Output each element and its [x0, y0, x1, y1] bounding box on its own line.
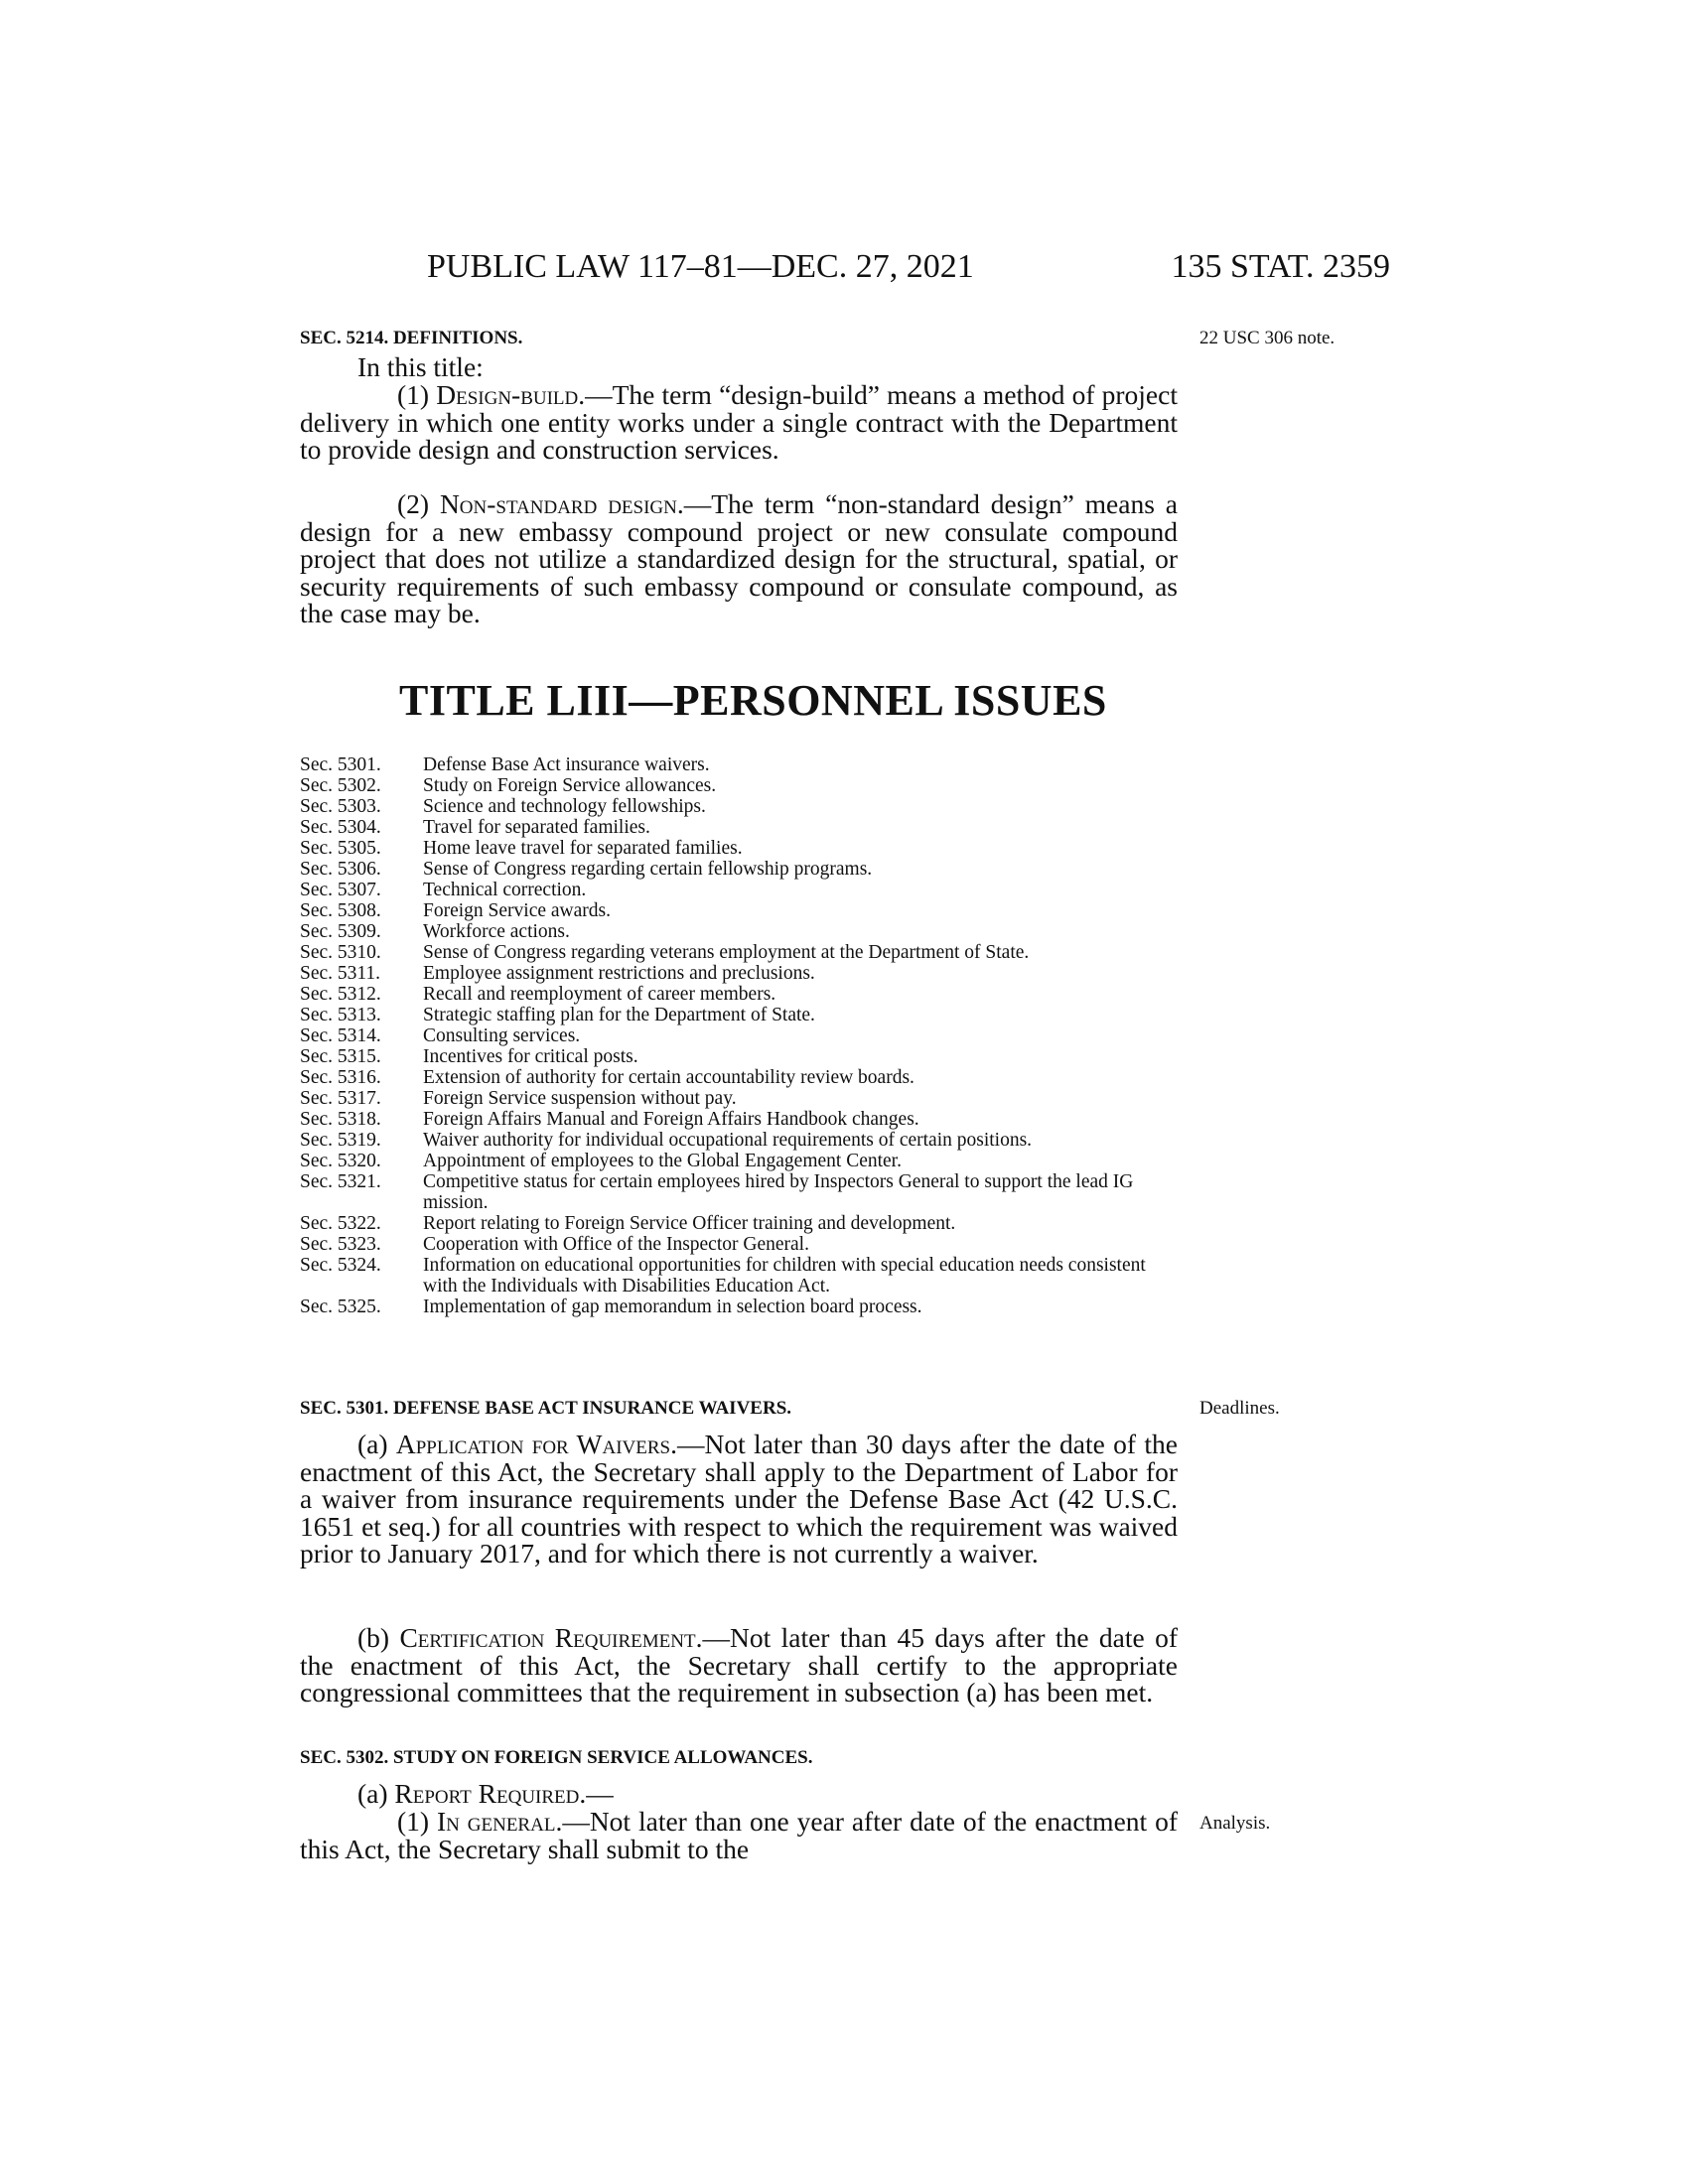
- definitions-intro: In this title:: [357, 351, 484, 382]
- toc-entry-title: Workforce actions.: [423, 921, 570, 942]
- definition-number: (2): [397, 488, 440, 519]
- toc-entry-title: Consulting services.: [423, 1025, 581, 1046]
- margin-note-deadlines: Deadlines.: [1199, 1398, 1280, 1419]
- toc-entry-number: Sec. 5318.: [300, 1109, 381, 1130]
- toc-entry-title: Information on educational opportunities for children with special education needs consistent with the Individuals with Disabilities Education Act.: [423, 1255, 1146, 1297]
- toc-entry: [300, 1151, 1178, 1171]
- toc-entry: [300, 963, 1178, 984]
- subsection-text: .—Not later than 45 days after the date of the enactment of this Act, the Secretary shall certify to the appropriate congressional committees that the requirement in subsection (a) has been met.: [300, 1622, 1178, 1707]
- statute-page-number: 135 STAT. 2359: [1171, 248, 1390, 285]
- toc-entry: [300, 1067, 1178, 1088]
- toc-entry-title: Sense of Congress regarding certain fellowship programs.: [423, 859, 873, 880]
- toc-entry: [300, 838, 1178, 859]
- definition-term: Non-standard design: [439, 488, 677, 519]
- toc-entry: [300, 1234, 1178, 1255]
- toc-entry: [300, 1088, 1178, 1109]
- toc-entry-title: Cooperation with Office of the Inspector General.: [423, 1234, 809, 1255]
- toc-entry-title: Implementation of gap memorandum in selection board process.: [423, 1297, 922, 1317]
- toc-entry-number: Sec. 5314.: [300, 1025, 381, 1046]
- definition-non-standard-design: [300, 490, 1178, 627]
- toc-entry: [300, 1025, 1178, 1046]
- toc-entry-number: Sec. 5311.: [300, 963, 381, 984]
- toc-entry-title: Report relating to Foreign Service Officer training and development.: [423, 1213, 956, 1234]
- toc-entry-number: Sec. 5312.: [300, 984, 381, 1005]
- toc-entry-number: Sec. 5301.: [300, 754, 381, 775]
- toc-entry: [300, 1297, 1178, 1317]
- toc-entry: [300, 984, 1178, 1005]
- toc-entry-number: Sec. 5319.: [300, 1130, 381, 1151]
- toc-entry: [300, 942, 1178, 963]
- toc-entry-title: Incentives for critical posts.: [423, 1046, 638, 1067]
- subsection-a-application-for-waivers: [300, 1431, 1178, 1568]
- section-heading-5214: SEC. 5214. DEFINITIONS.: [300, 328, 523, 348]
- toc-entry-number: Sec. 5303.: [300, 796, 381, 817]
- toc-entry-title: Home leave travel for separated families.: [423, 838, 743, 859]
- toc-entry-number: Sec. 5321.: [300, 1171, 381, 1192]
- toc-entry-number: Sec. 5324.: [300, 1255, 381, 1276]
- table-of-contents: [300, 754, 1178, 1317]
- toc-entry-number: Sec. 5322.: [300, 1213, 381, 1234]
- toc-entry-number: Sec. 5325.: [300, 1297, 381, 1317]
- toc-entry: [300, 1005, 1178, 1025]
- subsection-term: Report Required: [394, 1778, 580, 1809]
- subsection-b-certification-requirement: [300, 1624, 1178, 1706]
- toc-entry: [300, 1171, 1178, 1213]
- toc-entry-title: Strategic staffing plan for the Department of State.: [423, 1005, 815, 1025]
- toc-entry: [300, 880, 1178, 900]
- definition-design-build: [300, 381, 1178, 464]
- paragraph-number: (1): [397, 1806, 437, 1837]
- toc-entry: [300, 1130, 1178, 1151]
- definition-text: .—The term “non-standard design” means a design for a new embassy compound project or new consulate compound project that does not utilize a standardized design for the structural, spatial, or security requirements of such embassy compound or consulate compound, as the case may be.: [300, 488, 1178, 628]
- toc-entry-title: Waiver authority for individual occupational requirements of certain positions.: [423, 1130, 1033, 1151]
- toc-entry-number: Sec. 5310.: [300, 942, 381, 963]
- toc-entry: [300, 1046, 1178, 1067]
- toc-entry-number: Sec. 5304.: [300, 817, 381, 838]
- subsection-a-report-required: [357, 1780, 1178, 1808]
- toc-entry-title: Foreign Affairs Manual and Foreign Affairs Handbook changes.: [423, 1109, 919, 1130]
- definition-number: (1): [397, 379, 437, 410]
- toc-entry: [300, 859, 1178, 880]
- toc-entry-number: Sec. 5307.: [300, 880, 381, 900]
- subsection-number: (a): [357, 1429, 396, 1459]
- toc-entry-title: Appointment of employees to the Global Engagement Center.: [423, 1151, 902, 1171]
- margin-note-analysis: Analysis.: [1199, 1813, 1271, 1834]
- definition-term: Design-build: [436, 379, 579, 410]
- subsection-text: .—Not later than 30 days after the date of the enactment of this Act, the Secretary shall apply to the Department of Labor for a waiver from insurance requirements under the Defense Base Act (42 U.S.C. 1651 et seq.) for all countries with respect to which the requirement was waived prior to January 2017, and for which there is not currently a waiver.: [300, 1429, 1178, 1569]
- toc-entry: [300, 1213, 1178, 1234]
- toc-entry-title: Technical correction.: [423, 880, 587, 900]
- toc-entry-number: Sec. 5316.: [300, 1067, 381, 1088]
- page-header: [298, 248, 1390, 288]
- toc-entry-title: Science and technology fellowships.: [423, 796, 706, 817]
- toc-entry-title: Extension of authority for certain accountability review boards.: [423, 1067, 914, 1088]
- toc-entry-title: Travel for separated families.: [423, 817, 650, 838]
- toc-entry-number: Sec. 5313.: [300, 1005, 381, 1025]
- subsection-term: Certification Requirement: [399, 1622, 696, 1653]
- section-heading-5302: SEC. 5302. STUDY ON FOREIGN SERVICE ALLOWANCES.: [300, 1747, 813, 1768]
- toc-entry: [300, 796, 1178, 817]
- toc-entry: [300, 775, 1178, 796]
- toc-entry: [300, 1109, 1178, 1130]
- paragraph-1-in-general: [300, 1808, 1178, 1862]
- toc-entry-title: Foreign Service awards.: [423, 900, 611, 921]
- toc-entry: [300, 817, 1178, 838]
- toc-entry-title: Defense Base Act insurance waivers.: [423, 754, 710, 775]
- toc-entry-number: Sec. 5315.: [300, 1046, 381, 1067]
- toc-entry-title: Employee assignment restrictions and preclusions.: [423, 963, 815, 984]
- toc-entry: [300, 921, 1178, 942]
- title-heading: TITLE LIII—PERSONNEL ISSUES: [399, 676, 1107, 725]
- toc-entry-number: Sec. 5305.: [300, 838, 381, 859]
- toc-entry-number: Sec. 5320.: [300, 1151, 381, 1171]
- toc-entry-number: Sec. 5323.: [300, 1234, 381, 1255]
- toc-entry-number: Sec. 5302.: [300, 775, 381, 796]
- subsection-number: (b): [357, 1622, 400, 1653]
- subsection-term: Application for Waivers: [395, 1429, 671, 1459]
- margin-note-usc: 22 USC 306 note.: [1199, 328, 1336, 348]
- subsection-text: .—: [579, 1778, 614, 1809]
- toc-entry-title: Recall and reemployment of career members.: [423, 984, 776, 1005]
- subsection-number: (a): [357, 1778, 395, 1809]
- toc-entry-number: Sec. 5309.: [300, 921, 381, 942]
- section-heading-5301: SEC. 5301. DEFENSE BASE ACT INSURANCE WAIVERS.: [300, 1398, 792, 1419]
- definition-text: .—The term “design-build” means a method of project delivery in which one entity works under a single contract with the Department to provide design and construction services.: [300, 379, 1178, 465]
- toc-entry-title: Sense of Congress regarding veterans employment at the Department of State.: [423, 942, 1030, 963]
- toc-entry-title: Study on Foreign Service allowances.: [423, 775, 717, 796]
- paragraph-text: .—Not later than one year after date of the enactment of this Act, the Secretary shall submit to the: [300, 1806, 1178, 1864]
- toc-entry: [300, 1255, 1178, 1297]
- toc-entry-number: Sec. 5306.: [300, 859, 381, 880]
- toc-entry: [300, 900, 1178, 921]
- public-law-citation: PUBLIC LAW 117–81—DEC. 27, 2021: [427, 248, 974, 285]
- paragraph-term: In general: [436, 1806, 556, 1837]
- toc-entry-title: Competitive status for certain employees hired by Inspectors General to support the lead IG mission.: [423, 1171, 1134, 1213]
- toc-entry-title: Foreign Service suspension without pay.: [423, 1088, 737, 1109]
- toc-entry-number: Sec. 5308.: [300, 900, 381, 921]
- toc-entry: [300, 754, 1178, 775]
- toc-entry-number: Sec. 5317.: [300, 1088, 381, 1109]
